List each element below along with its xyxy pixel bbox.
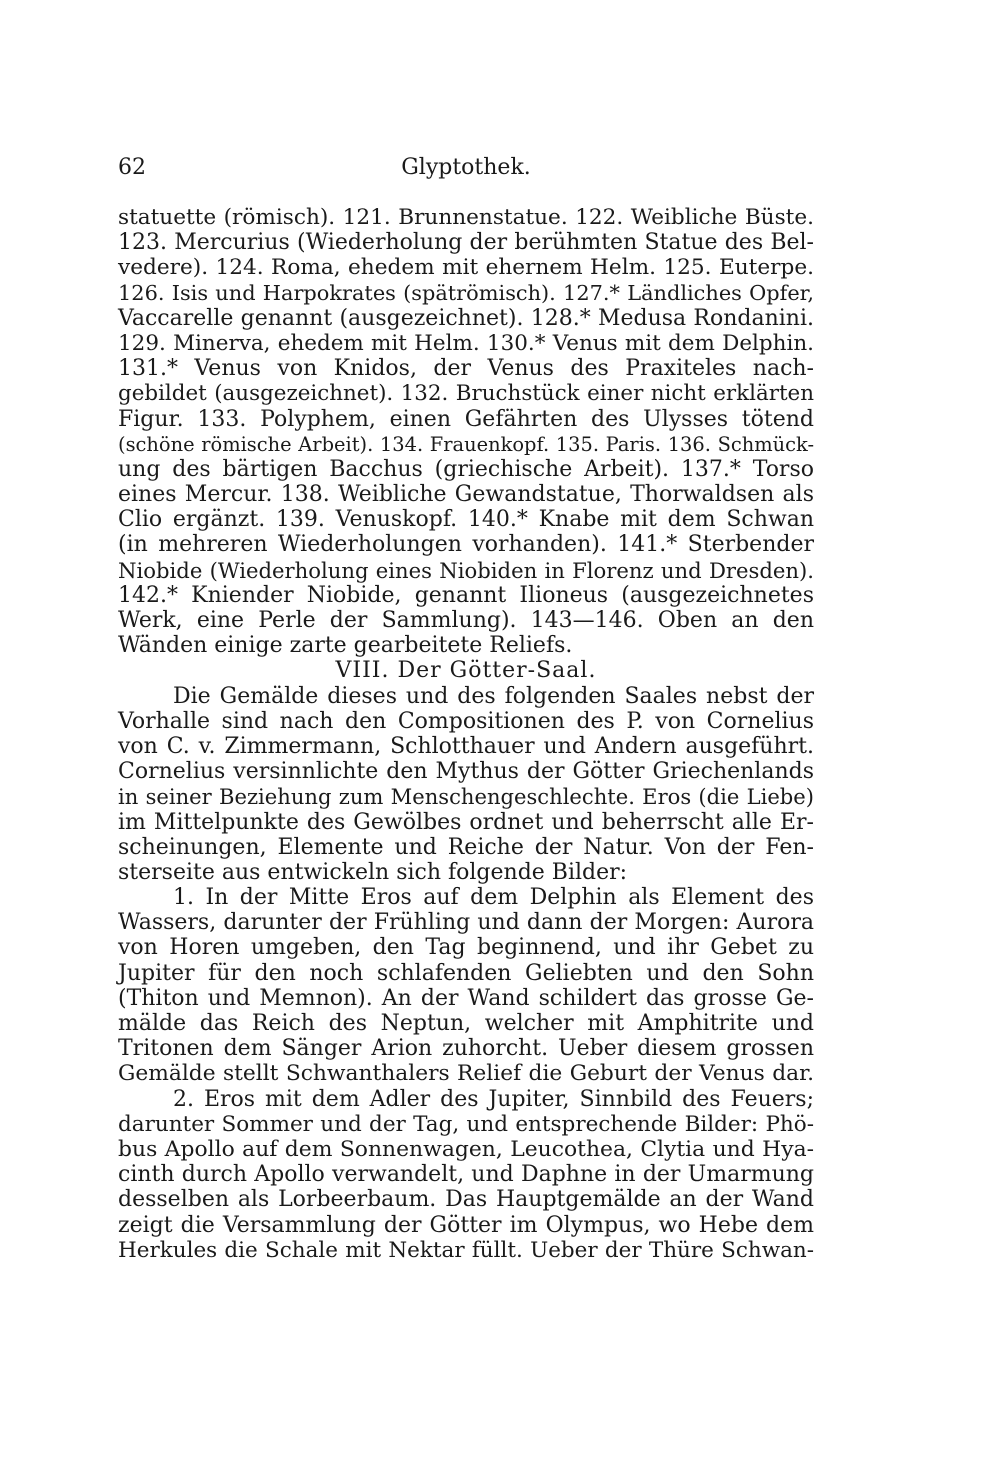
text-line: Vorhalle sind nach den Compositionen des P. von Cornelius bbox=[118, 708, 814, 734]
text-line: Werk, eine Perle der Sammlung). 143—146. Oben an den bbox=[118, 608, 814, 633]
text-line: sterseite aus entwickeln sich folgende Bilder: bbox=[118, 859, 628, 885]
text-line: im Mittelpunkte des Gewölbes ordnet und beherrscht alle Er- bbox=[118, 809, 814, 835]
text-line: cinth durch Apollo verwandelt, und Daphne in der Umarmung bbox=[118, 1162, 814, 1188]
text-line: ung des bärtigen Bacchus (griechische Arbeit). 137.* Torso bbox=[118, 456, 814, 482]
text-line: Tritonen dem Sänger Arion zuhorcht. Ueber diesem grossen bbox=[118, 1036, 814, 1062]
text-line: 123. Mercurius (Wiederholung der berühmten Statue des Bel- bbox=[118, 230, 814, 256]
text-line: statuette (römisch). 121. Brunnenstatue. 122. Weibliche Büste. bbox=[118, 205, 814, 230]
text-line: Herkules die Schale mit Nektar füllt. Ueber der Thüre Schwan- bbox=[118, 1237, 814, 1263]
text-line: Clio ergänzt. 139. Venuskopf. 140.* Knabe mit dem Schwan bbox=[118, 507, 814, 533]
text-line: Wänden einige zarte gearbeitete Reliefs. bbox=[118, 633, 573, 659]
text-line: (schöne römische Arbeit). 134. Frauenkopf. 135. Paris. 136. Schmück- bbox=[118, 432, 814, 456]
text-line: darunter Sommer und der Tag, und entsprechende Bilder: Phö- bbox=[118, 1111, 814, 1137]
text-line: vedere). 124. Roma, ehedem mit ehernem Helm. 125. Euterpe. bbox=[118, 255, 814, 281]
running-title: Glyptothek. bbox=[401, 155, 531, 180]
text-line: 129. Minerva, ehedem mit Helm. 130.* Venus mit dem Delphin. bbox=[118, 330, 814, 356]
text-line: desselben als Lorbeerbaum. Das Hauptgemälde an der Wand bbox=[118, 1187, 814, 1213]
section-heading: VIII. Der Götter-Saal. bbox=[335, 658, 597, 684]
text-line: (Thiton und Memnon). An der Wand schildert das grosse Ge- bbox=[118, 985, 814, 1011]
text-line: 1. In der Mitte Eros auf dem Delphin als Element des bbox=[173, 885, 814, 911]
text-line: Wassers, darunter der Frühling und dann der Morgen: Aurora bbox=[118, 910, 814, 936]
text-line: 126. Isis und Harpokrates (spätrömisch). 127.* Ländliches Opfer, bbox=[118, 280, 814, 305]
text-line: zeigt die Versammlung der Götter im Olympus, wo Hebe dem bbox=[118, 1212, 814, 1238]
text-line: 131.* Venus von Knidos, der Venus des Praxiteles nach- bbox=[118, 356, 814, 382]
text-line: scheinungen, Elemente und Reiche der Natur. Von der Fen- bbox=[118, 834, 814, 860]
body-text bbox=[118, 205, 814, 1263]
text-line: von Horen umgeben, den Tag beginnend, und ihr Gebet zu bbox=[118, 935, 814, 961]
text-line: bus Apollo auf dem Sonnenwagen, Leucothea, Clytia und Hya- bbox=[118, 1136, 814, 1162]
text-line: eines Mercur. 138. Weibliche Gewandstatue, Thorwaldsen als bbox=[118, 482, 814, 508]
text-line: Die Gemälde dieses und des folgenden Saales nebst der bbox=[173, 683, 814, 709]
text-line: Vaccarelle genannt (ausgezeichnet). 128.* Medusa Rondanini. bbox=[118, 305, 814, 331]
page-number: 62 bbox=[118, 155, 146, 180]
text-line: von C. v. Zimmermann, Schlotthauer und Andern ausgeführt. bbox=[118, 733, 814, 759]
text-line: Jupiter für den noch schlafenden Geliebten und den Sohn bbox=[118, 960, 814, 986]
text-line: Niobide (Wiederholung eines Niobiden in Florenz und Dresden). bbox=[118, 557, 814, 583]
text-line: gebildet (ausgezeichnet). 132. Bruchstück einer nicht erklärten bbox=[118, 381, 814, 407]
text-line: (in mehreren Wiederholungen vorhanden). 141.* Sterbender bbox=[118, 532, 814, 558]
text-line: 142.* Kniender Niobide, genannt Ilioneus (ausgezeichnetes bbox=[118, 582, 814, 608]
text-line: Figur. 133. Polyphem, einen Gefährten des Ulysses tötend bbox=[118, 406, 814, 432]
text-line: in seiner Beziehung zum Menschengeschlechte. Eros (die Liebe) bbox=[118, 784, 814, 810]
text-line: mälde das Reich des Neptun, welcher mit Amphitrite und bbox=[118, 1011, 814, 1036]
text-line: Gemälde stellt Schwanthalers Relief die Geburt der Venus dar. bbox=[118, 1061, 814, 1087]
text-line: Cornelius versinnlichte den Mythus der Götter Griechenlands bbox=[118, 759, 814, 785]
page-header bbox=[118, 155, 814, 185]
text-line: 2. Eros mit dem Adler des Jupiter, Sinnbild des Feuers; bbox=[173, 1086, 814, 1112]
